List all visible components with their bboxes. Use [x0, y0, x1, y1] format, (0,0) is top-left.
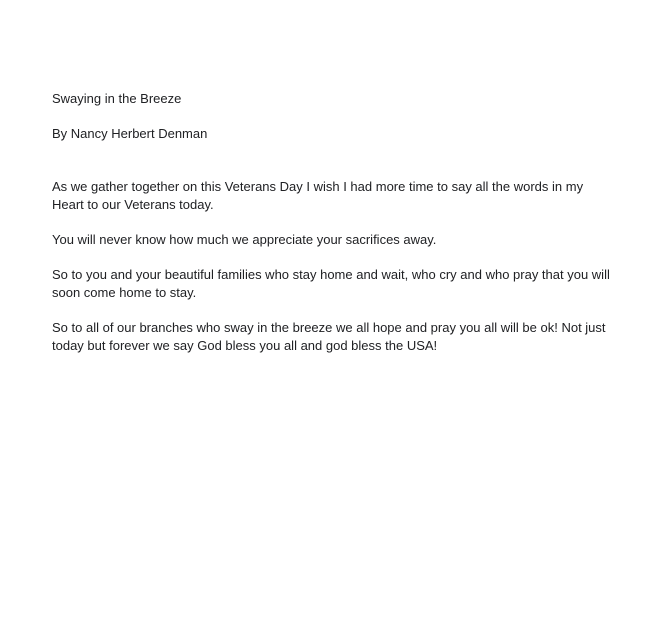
paragraph-4: So to all of our branches who sway in the breeze we all hope and pray you all will be ok! Not just today but forever we say God bless you all and god bless the USA! [52, 320, 606, 353]
paragraph-3: So to you and your beautiful families who stay home and wait, who cry and who pray that you will soon come home to stay. [52, 267, 610, 300]
poem-byline: By Nancy Herbert Denman [52, 126, 208, 141]
poem-title: Swaying in the Breeze [52, 91, 182, 106]
paragraph-1: As we gather together on this Veterans Day I wish I had more time to say all the words in my Heart to our Veterans today. [52, 179, 584, 212]
paragraph-2: You will never know how much we appreciate your sacrifices away. [52, 232, 437, 247]
